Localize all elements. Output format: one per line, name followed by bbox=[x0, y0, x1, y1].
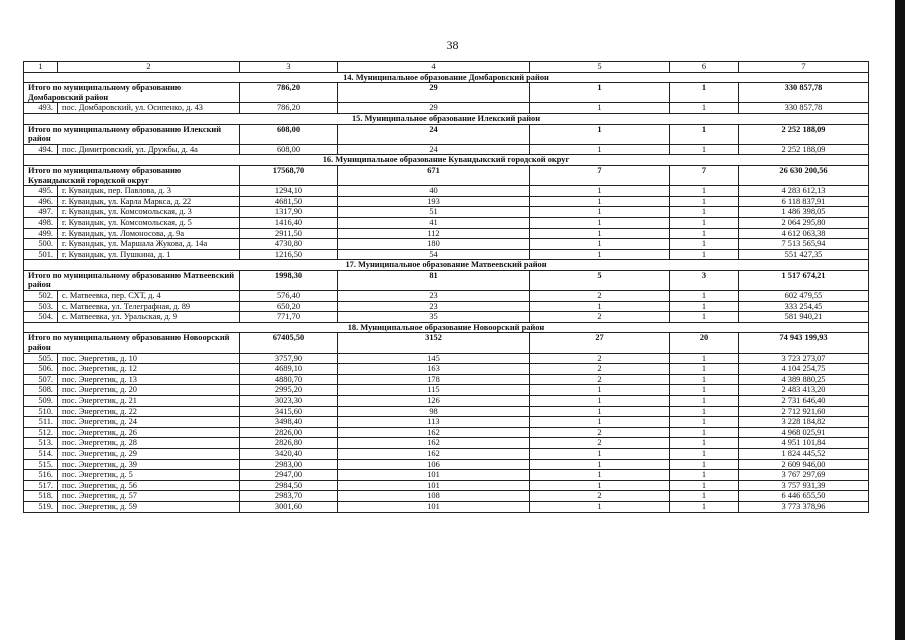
cost: 7 513 565,94 bbox=[739, 239, 869, 250]
address: г. Кувандык, ул. Комсомольская, д. 3 bbox=[58, 207, 240, 218]
total-residents: 24 bbox=[338, 124, 530, 144]
column-6: 1 bbox=[670, 417, 739, 428]
address: пос. Энергетик, д. 39 bbox=[58, 459, 240, 470]
residents: 178 bbox=[338, 374, 530, 385]
column-number: 7 bbox=[739, 62, 869, 73]
table-row bbox=[24, 417, 869, 428]
column-5: 2 bbox=[530, 491, 670, 502]
area: 786,20 bbox=[240, 103, 338, 114]
column-number: 4 bbox=[338, 62, 530, 73]
column-6: 1 bbox=[670, 406, 739, 417]
table-row bbox=[24, 364, 869, 375]
column-5: 1 bbox=[530, 406, 670, 417]
column-5: 1 bbox=[530, 417, 670, 428]
table-row bbox=[24, 438, 869, 449]
address: пос. Энергетик, д. 57 bbox=[58, 491, 240, 502]
total-area: 67405,50 bbox=[240, 333, 338, 353]
row-number: 502. bbox=[24, 291, 58, 302]
section-heading-row bbox=[24, 322, 869, 333]
cost: 4 389 880,25 bbox=[739, 374, 869, 385]
address: пос. Энергетик, д. 13 bbox=[58, 374, 240, 385]
residents: 101 bbox=[338, 480, 530, 491]
area: 2947,00 bbox=[240, 470, 338, 481]
total-label: Итого по муниципальному образованию Матвеевский район bbox=[24, 270, 240, 290]
column-6: 1 bbox=[670, 239, 739, 250]
cost: 1 486 398,05 bbox=[739, 207, 869, 218]
table-row bbox=[24, 217, 869, 228]
area: 4689,10 bbox=[240, 364, 338, 375]
total-area: 1998,30 bbox=[240, 270, 338, 290]
row-number: 518. bbox=[24, 491, 58, 502]
total-column-5: 7 bbox=[530, 165, 670, 185]
cost: 3 757 931,39 bbox=[739, 480, 869, 491]
column-6: 1 bbox=[670, 291, 739, 302]
column-5: 2 bbox=[530, 353, 670, 364]
area: 576,40 bbox=[240, 291, 338, 302]
column-6: 1 bbox=[670, 448, 739, 459]
column-6: 1 bbox=[670, 207, 739, 218]
column-6: 1 bbox=[670, 301, 739, 312]
total-column-6: 1 bbox=[670, 83, 739, 103]
column-6: 1 bbox=[670, 364, 739, 375]
total-column-5: 5 bbox=[530, 270, 670, 290]
row-number: 500. bbox=[24, 239, 58, 250]
column-6: 1 bbox=[670, 217, 739, 228]
address: пос. Энергетик, д. 29 bbox=[58, 448, 240, 459]
total-residents: 29 bbox=[338, 83, 530, 103]
address: г. Кувандык, ул. Маршала Жукова, д. 14а bbox=[58, 239, 240, 250]
table-body bbox=[24, 62, 869, 513]
column-5: 1 bbox=[530, 470, 670, 481]
total-residents: 3152 bbox=[338, 333, 530, 353]
cost: 551 427,35 bbox=[739, 249, 869, 260]
row-number: 515. bbox=[24, 459, 58, 470]
address: пос. Энергетик, д. 28 bbox=[58, 438, 240, 449]
area: 4730,80 bbox=[240, 239, 338, 250]
column-5: 1 bbox=[530, 301, 670, 312]
column-number: 5 bbox=[530, 62, 670, 73]
area: 1216,50 bbox=[240, 249, 338, 260]
table-row bbox=[24, 312, 869, 323]
total-residents: 671 bbox=[338, 165, 530, 185]
row-number: 497. bbox=[24, 207, 58, 218]
cost: 6 446 655,50 bbox=[739, 491, 869, 502]
table-row bbox=[24, 406, 869, 417]
section-heading: 17. Муниципальное образование Матвеевский район bbox=[24, 260, 869, 271]
cost: 333 254,45 bbox=[739, 301, 869, 312]
table-row bbox=[24, 144, 869, 155]
residents: 41 bbox=[338, 217, 530, 228]
column-5: 2 bbox=[530, 438, 670, 449]
cost: 3 773 378,96 bbox=[739, 501, 869, 512]
column-5: 1 bbox=[530, 385, 670, 396]
cost: 330 857,78 bbox=[739, 103, 869, 114]
total-label: Итого по муниципальному образованию Новоорский район bbox=[24, 333, 240, 353]
row-number: 503. bbox=[24, 301, 58, 312]
column-6: 1 bbox=[670, 385, 739, 396]
row-number: 505. bbox=[24, 353, 58, 364]
column-5: 1 bbox=[530, 186, 670, 197]
row-number: 496. bbox=[24, 196, 58, 207]
column-6: 1 bbox=[670, 103, 739, 114]
column-5: 2 bbox=[530, 374, 670, 385]
row-number: 514. bbox=[24, 448, 58, 459]
area: 2995,20 bbox=[240, 385, 338, 396]
residents: 23 bbox=[338, 301, 530, 312]
total-row bbox=[24, 83, 869, 103]
residents: 162 bbox=[338, 438, 530, 449]
area: 2911,50 bbox=[240, 228, 338, 239]
table-row bbox=[24, 448, 869, 459]
row-number: 513. bbox=[24, 438, 58, 449]
table-row bbox=[24, 249, 869, 260]
total-label: Итого по муниципальному образованию Домбаровский район bbox=[24, 83, 240, 103]
row-number: 501. bbox=[24, 249, 58, 260]
area: 3001,60 bbox=[240, 501, 338, 512]
total-column-6: 3 bbox=[670, 270, 739, 290]
total-column-5: 1 bbox=[530, 83, 670, 103]
column-5: 1 bbox=[530, 207, 670, 218]
column-5: 2 bbox=[530, 364, 670, 375]
residents: 112 bbox=[338, 228, 530, 239]
cost: 6 118 837,91 bbox=[739, 196, 869, 207]
area: 1416,40 bbox=[240, 217, 338, 228]
row-number: 493. bbox=[24, 103, 58, 114]
total-column-6: 7 bbox=[670, 165, 739, 185]
address: г. Кувандык, ул. Комсомольская, д. 5 bbox=[58, 217, 240, 228]
total-row bbox=[24, 333, 869, 353]
row-number: 498. bbox=[24, 217, 58, 228]
column-6: 1 bbox=[670, 501, 739, 512]
column-6: 1 bbox=[670, 438, 739, 449]
address: пос. Энергетик, д. 56 bbox=[58, 480, 240, 491]
total-label: Итого по муниципальному образованию Кувандыкский городской округ bbox=[24, 165, 240, 185]
total-residents: 81 bbox=[338, 270, 530, 290]
column-6: 1 bbox=[670, 312, 739, 323]
table-row bbox=[24, 186, 869, 197]
column-6: 1 bbox=[670, 396, 739, 407]
area: 3415,60 bbox=[240, 406, 338, 417]
column-6: 1 bbox=[670, 480, 739, 491]
residents: 106 bbox=[338, 459, 530, 470]
table-row bbox=[24, 103, 869, 114]
cost: 2 609 946,00 bbox=[739, 459, 869, 470]
section-heading: 16. Муниципальное образование Кувандыкский городской округ bbox=[24, 155, 869, 166]
table-row bbox=[24, 501, 869, 512]
column-6: 1 bbox=[670, 186, 739, 197]
row-number: 507. bbox=[24, 374, 58, 385]
total-area: 608,00 bbox=[240, 124, 338, 144]
table-row bbox=[24, 385, 869, 396]
address: пос. Энергетик, д. 20 bbox=[58, 385, 240, 396]
row-number: 499. bbox=[24, 228, 58, 239]
row-number: 511. bbox=[24, 417, 58, 428]
residents: 51 bbox=[338, 207, 530, 218]
total-row bbox=[24, 270, 869, 290]
section-heading-row bbox=[24, 72, 869, 83]
table-row bbox=[24, 480, 869, 491]
area: 1294,10 bbox=[240, 186, 338, 197]
total-column-6: 1 bbox=[670, 124, 739, 144]
column-6: 1 bbox=[670, 427, 739, 438]
residents: 54 bbox=[338, 249, 530, 260]
table-row bbox=[24, 470, 869, 481]
row-number: 510. bbox=[24, 406, 58, 417]
column-5: 1 bbox=[530, 144, 670, 155]
column-number: 2 bbox=[58, 62, 240, 73]
column-6: 1 bbox=[670, 374, 739, 385]
cost: 2 731 646,40 bbox=[739, 396, 869, 407]
cost: 4 612 063,38 bbox=[739, 228, 869, 239]
column-6: 1 bbox=[670, 491, 739, 502]
residents: 40 bbox=[338, 186, 530, 197]
table-row bbox=[24, 353, 869, 364]
column-6: 1 bbox=[670, 459, 739, 470]
address: пос. Энергетик, д. 10 bbox=[58, 353, 240, 364]
total-row bbox=[24, 124, 869, 144]
address: с. Матвеевка, ул. Телеграфная, д. 89 bbox=[58, 301, 240, 312]
cost: 3 228 184,82 bbox=[739, 417, 869, 428]
section-heading: 15. Муниципальное образование Илекский район bbox=[24, 113, 869, 124]
address: г. Кувандык, ул. Пушкина, д. 1 bbox=[58, 249, 240, 260]
total-column-6: 20 bbox=[670, 333, 739, 353]
cost: 2 252 188,09 bbox=[739, 144, 869, 155]
cost: 4 951 101,84 bbox=[739, 438, 869, 449]
area: 771,70 bbox=[240, 312, 338, 323]
row-number: 512. bbox=[24, 427, 58, 438]
cost: 1 824 445,52 bbox=[739, 448, 869, 459]
residents: 35 bbox=[338, 312, 530, 323]
area: 3023,30 bbox=[240, 396, 338, 407]
area: 1317,90 bbox=[240, 207, 338, 218]
address: пос. Домбаровский, ул. Осипенко, д. 43 bbox=[58, 103, 240, 114]
section-heading: 18. Муниципальное образование Новоорский район bbox=[24, 322, 869, 333]
address: пос. Энергетик, д. 12 bbox=[58, 364, 240, 375]
section-heading: 14. Муниципальное образование Домбаровский район bbox=[24, 72, 869, 83]
total-cost: 330 857,78 bbox=[739, 83, 869, 103]
residents: 145 bbox=[338, 353, 530, 364]
column-5: 1 bbox=[530, 501, 670, 512]
residents: 193 bbox=[338, 196, 530, 207]
address: г. Кувандык, ул. Карла Маркса, д. 22 bbox=[58, 196, 240, 207]
section-heading-row bbox=[24, 113, 869, 124]
column-5: 2 bbox=[530, 291, 670, 302]
cost: 2 712 921,60 bbox=[739, 406, 869, 417]
total-row bbox=[24, 165, 869, 185]
address: пос. Энергетик, д. 26 bbox=[58, 427, 240, 438]
column-5: 1 bbox=[530, 239, 670, 250]
row-number: 519. bbox=[24, 501, 58, 512]
address: пос. Энергетик, д. 59 bbox=[58, 501, 240, 512]
total-cost: 26 630 200,56 bbox=[739, 165, 869, 185]
total-area: 786,20 bbox=[240, 83, 338, 103]
table-row bbox=[24, 491, 869, 502]
area: 650,20 bbox=[240, 301, 338, 312]
column-5: 1 bbox=[530, 196, 670, 207]
address: с. Матвеевка, пер. СХТ, д. 4 bbox=[58, 291, 240, 302]
area: 3757,90 bbox=[240, 353, 338, 364]
area: 608,00 bbox=[240, 144, 338, 155]
column-number-row bbox=[24, 62, 869, 73]
address: пос. Энергетик, д. 5 bbox=[58, 470, 240, 481]
residents: 101 bbox=[338, 470, 530, 481]
table-row bbox=[24, 291, 869, 302]
residents: 163 bbox=[338, 364, 530, 375]
section-heading-row bbox=[24, 155, 869, 166]
row-number: 506. bbox=[24, 364, 58, 375]
residents: 24 bbox=[338, 144, 530, 155]
total-cost: 2 252 188,09 bbox=[739, 124, 869, 144]
column-5: 1 bbox=[530, 103, 670, 114]
residents: 115 bbox=[338, 385, 530, 396]
residents: 108 bbox=[338, 491, 530, 502]
table-row bbox=[24, 301, 869, 312]
column-6: 1 bbox=[670, 144, 739, 155]
table-row bbox=[24, 228, 869, 239]
column-5: 1 bbox=[530, 459, 670, 470]
table-row bbox=[24, 374, 869, 385]
table-row bbox=[24, 427, 869, 438]
column-6: 1 bbox=[670, 196, 739, 207]
area: 2826,00 bbox=[240, 427, 338, 438]
column-6: 1 bbox=[670, 228, 739, 239]
row-number: 494. bbox=[24, 144, 58, 155]
address: пос. Энергетик, д. 21 bbox=[58, 396, 240, 407]
residents: 101 bbox=[338, 501, 530, 512]
column-number: 6 bbox=[670, 62, 739, 73]
column-5: 1 bbox=[530, 448, 670, 459]
row-number: 509. bbox=[24, 396, 58, 407]
area: 4681,50 bbox=[240, 196, 338, 207]
area: 2826,80 bbox=[240, 438, 338, 449]
table-row bbox=[24, 239, 869, 250]
residents: 29 bbox=[338, 103, 530, 114]
total-label: Итого по муниципальному образованию Илекский район bbox=[24, 124, 240, 144]
column-6: 1 bbox=[670, 470, 739, 481]
column-5: 1 bbox=[530, 228, 670, 239]
address: пос. Энергетик, д. 22 bbox=[58, 406, 240, 417]
table-row bbox=[24, 207, 869, 218]
address: пос. Энергетик, д. 24 bbox=[58, 417, 240, 428]
column-5: 1 bbox=[530, 480, 670, 491]
column-5: 1 bbox=[530, 217, 670, 228]
total-area: 17568,70 bbox=[240, 165, 338, 185]
total-cost: 74 943 199,93 bbox=[739, 333, 869, 353]
address: г. Кувандык, ул. Ломоносова, д. 9а bbox=[58, 228, 240, 239]
column-5: 1 bbox=[530, 249, 670, 260]
column-number: 1 bbox=[24, 62, 58, 73]
area: 2984,50 bbox=[240, 480, 338, 491]
scan-edge bbox=[895, 0, 905, 640]
cost: 3 723 273,07 bbox=[739, 353, 869, 364]
total-cost: 1 517 674,21 bbox=[739, 270, 869, 290]
page-number: 38 bbox=[446, 38, 459, 52]
section-heading-row bbox=[24, 260, 869, 271]
address: пос. Димитровский, ул. Дружбы, д. 4а bbox=[58, 144, 240, 155]
cost: 581 940,21 bbox=[739, 312, 869, 323]
residents: 162 bbox=[338, 448, 530, 459]
address: с. Матвеевка, ул. Уральская, д. 9 bbox=[58, 312, 240, 323]
column-5: 1 bbox=[530, 396, 670, 407]
cost: 2 064 295,80 bbox=[739, 217, 869, 228]
row-number: 517. bbox=[24, 480, 58, 491]
row-number: 508. bbox=[24, 385, 58, 396]
area: 3420,40 bbox=[240, 448, 338, 459]
housing-table bbox=[23, 61, 869, 513]
cost: 3 767 297,69 bbox=[739, 470, 869, 481]
table-row bbox=[24, 196, 869, 207]
row-number: 495. bbox=[24, 186, 58, 197]
residents: 23 bbox=[338, 291, 530, 302]
cost: 4 968 025,91 bbox=[739, 427, 869, 438]
cost: 2 483 413,20 bbox=[739, 385, 869, 396]
residents: 162 bbox=[338, 427, 530, 438]
residents: 113 bbox=[338, 417, 530, 428]
column-6: 1 bbox=[670, 353, 739, 364]
cost: 4 283 612,13 bbox=[739, 186, 869, 197]
residents: 126 bbox=[338, 396, 530, 407]
row-number: 504. bbox=[24, 312, 58, 323]
area: 2983,00 bbox=[240, 459, 338, 470]
column-number: 3 bbox=[240, 62, 338, 73]
column-5: 2 bbox=[530, 427, 670, 438]
total-column-5: 27 bbox=[530, 333, 670, 353]
cost: 4 104 254,75 bbox=[739, 364, 869, 375]
column-6: 1 bbox=[670, 249, 739, 260]
residents: 98 bbox=[338, 406, 530, 417]
cost: 602 479,55 bbox=[739, 291, 869, 302]
area: 3498,40 bbox=[240, 417, 338, 428]
column-5: 2 bbox=[530, 312, 670, 323]
area: 4880,70 bbox=[240, 374, 338, 385]
address: г. Кувандык, пер. Павлова, д. 3 bbox=[58, 186, 240, 197]
area: 2983,70 bbox=[240, 491, 338, 502]
total-column-5: 1 bbox=[530, 124, 670, 144]
row-number: 516. bbox=[24, 470, 58, 481]
table-row bbox=[24, 396, 869, 407]
residents: 180 bbox=[338, 239, 530, 250]
table-row bbox=[24, 459, 869, 470]
